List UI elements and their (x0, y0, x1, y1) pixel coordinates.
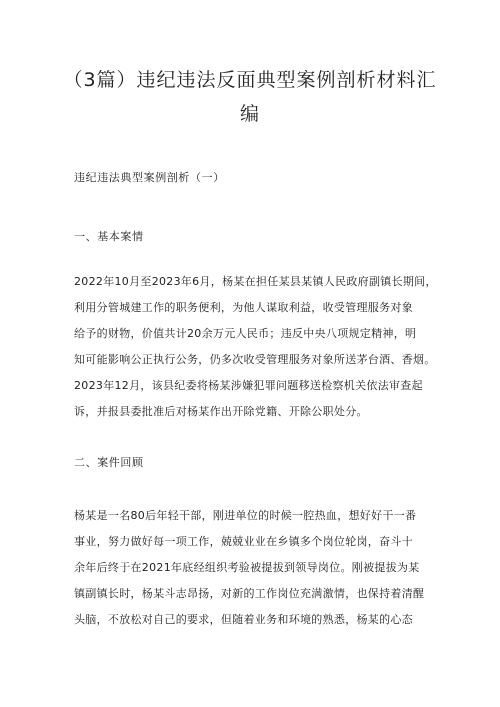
paragraph-line: 诉，并报县委批准后对杨某作出开除党籍、开除公职处分。 (74, 405, 368, 418)
paragraph-line: 事业，努力做好每一项工作，兢兢业业在乡镇多个岗位轮岗，奋斗十 (74, 535, 413, 548)
paragraph-line: 2023年12月，该县纪委将杨某涉嫌犯罪问题移送检察机关依法审查起 (74, 379, 423, 392)
document-title-line-2: 编 (239, 103, 260, 125)
paragraph-line: 杨某是一名80后年轻干部，刚进单位的时候一腔热血，想好好干一番 (74, 509, 417, 522)
paragraph-line: 镇副镇长时，杨某斗志昂扬，对新的工作岗位充满激情，也保持着清醒 (74, 587, 425, 600)
paragraph-line: 余年后终于在2021年底经组织考验被提拔到领导岗位。刚被提拔为某 (74, 561, 420, 574)
paragraph-line: 2022年10月至2023年6月，杨某在担任某县某镇人民政府副镇长期间， (74, 275, 437, 288)
document-subtitle: 违纪违法典型案例剖析（一） (74, 171, 225, 184)
paragraph-line: 头脑，不放松对自己的要求，但随着业务和环境的熟悉，杨某的心态 (74, 613, 413, 626)
section-heading-basic-case: 一、基本案情 (74, 230, 144, 243)
document-title-line-1: （3篇）违纪违法反面典型案例剖析材料汇 (63, 69, 437, 91)
section-heading-case-review: 二、案件回顾 (74, 456, 144, 469)
paragraph-line: 利用分管城建工作的职务便利，为他人谋取利益，收受管理服务对象 (74, 301, 413, 314)
paragraph-line: 知可能影响公正执行公务，仍多次收受管理服务对象所送茅台酒、香烟。 (74, 353, 436, 366)
paragraph-line: 给予的财物，价值共计20余万元人民币；违反中央八项规定精神，明 (74, 327, 417, 340)
